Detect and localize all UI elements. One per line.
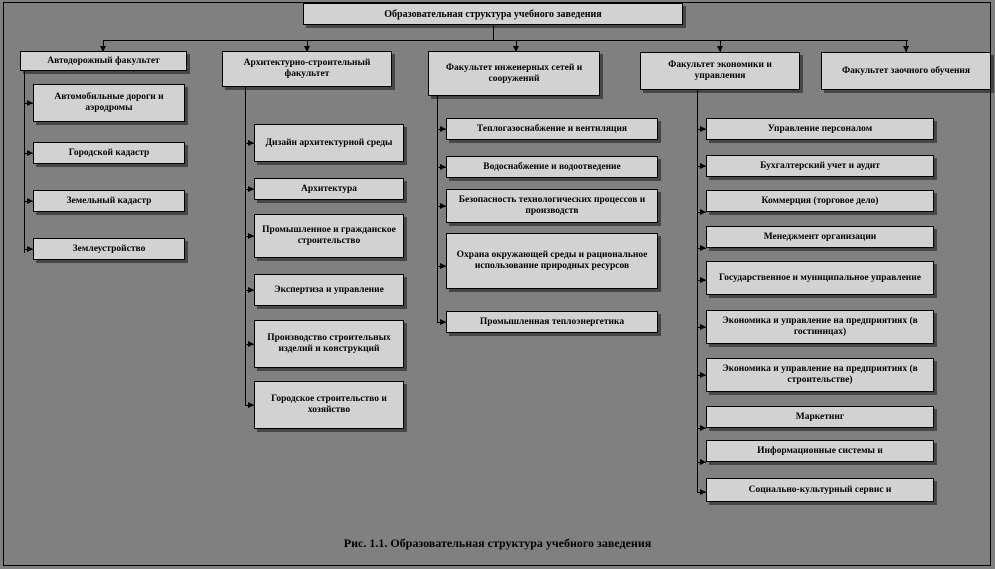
program-node-3-2: Водоснабжение и водоотведение [446,156,658,178]
spine-root-drop [493,25,494,40]
figure-caption: Рис. 1.1. Образовательная структура учебного заведения [343,536,652,550]
program-node-2-4: Экспертиза и управление [254,274,404,306]
faculty-node-2: Архитектурно-строительный факультет [222,51,392,87]
branch-trunk-1 [24,71,25,253]
branch-trunk-4 [697,90,698,492]
program-node-2-5: Производство строительных изделий и конструкций [254,320,404,368]
program-node-3-3: Безопасность технологических процессов и производств [446,189,658,223]
program-node-4-6: Экономика и управление на предприятиях (в гостиницах) [706,310,934,344]
spine-horizontal [103,40,908,41]
branch-trunk-2 [245,87,246,405]
program-node-1-2: Городской кадастр [33,142,185,164]
program-node-1-3: Земельный кадастр [33,190,185,212]
faculty-node-1: Автодорожный факультет [20,51,187,71]
program-node-3-5: Промышленная теплоэнергетика [446,311,658,333]
program-node-3-1: Теплогазоснабжение и вентиляция [446,118,658,140]
faculty-node-4: Факультет экономики и управления [640,52,800,90]
program-node-4-10: Социально-культурный сервис и [706,478,934,502]
program-node-1-4: Землеустройство [33,238,185,260]
faculty-node-5: Факультет заочного обучения [821,52,991,90]
program-node-4-8: Маркетинг [706,406,934,428]
program-node-2-6: Городское строительство и хозяйство [254,381,404,429]
program-node-4-2: Бухгалтерский учет и аудит [706,155,934,177]
program-node-4-3: Коммерция (торговое дело) [706,190,934,212]
program-node-4-7: Экономика и управление на предприятиях (в строительстве) [706,358,934,392]
root-node: Образовательная структура учебного заведения [303,3,683,25]
program-node-2-2: Архитектура [254,178,404,200]
program-node-1-1: Автомобильные дороги и аэродромы [33,84,185,122]
program-node-2-1: Дизайн архитектурной среды [254,124,404,162]
program-node-4-4: Менеджмент организации [706,226,934,248]
program-node-3-4: Охрана окружающей среды и рациональное использование природных ресурсов [446,233,658,289]
faculty-node-3: Факультет инженерных сетей и сооружений [428,51,600,96]
program-node-2-3: Промышленное и гражданское строительство [254,214,404,258]
program-node-4-9: Информационные системы и [706,440,934,462]
program-node-4-1: Управление персоналом [706,118,934,140]
program-node-4-5: Государственное и муниципальное управление [706,261,934,295]
